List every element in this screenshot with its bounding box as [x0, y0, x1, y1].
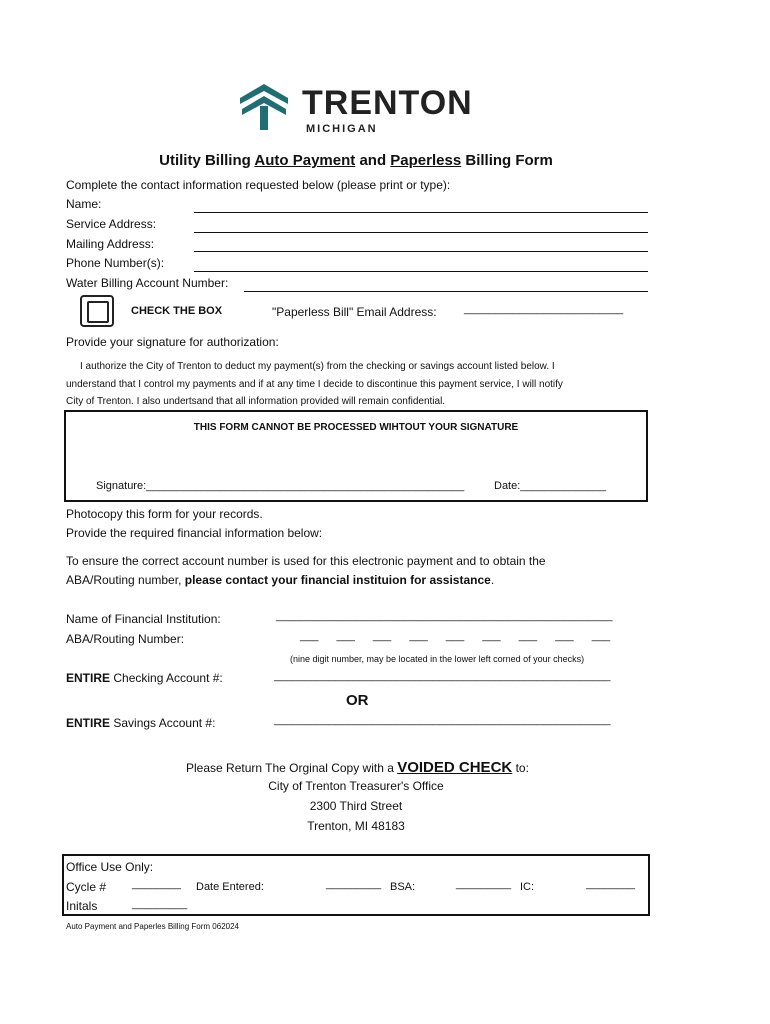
cycle-label: Cycle # [66, 880, 107, 894]
account-line[interactable] [244, 291, 648, 292]
date-entered-blank[interactable]: _________ [326, 878, 382, 890]
or-separator: OR [346, 692, 369, 709]
provide-financial-note: Provide the required financial information below: [66, 526, 323, 540]
phone-line[interactable] [194, 271, 648, 272]
title-part2: Auto Payment [254, 152, 356, 169]
return-suffix: to: [512, 761, 529, 775]
initals-blank[interactable]: _________ [132, 898, 188, 910]
routing-label: ABA/Routing Number: [66, 632, 185, 646]
date-field[interactable]: Date:______________ [494, 480, 606, 492]
voided-check: VOIDED CHECK [397, 759, 513, 776]
bsa-blank[interactable]: _________ [456, 878, 512, 890]
checking-blank[interactable]: _______________________________________________________ [274, 670, 611, 682]
ensure-line2-bold: please contact your financial instituion for assistance [184, 573, 491, 587]
logo-name: TRENTON [302, 84, 473, 122]
service-address-line[interactable] [194, 232, 648, 233]
authorization-line1: I authorize the City of Trenton to deduct my payment(s) from the checking or savings account listed below. I [80, 361, 555, 372]
authorization-line3: City of Trenton. I also undertsand that all information provided will remain confidential. [66, 396, 446, 407]
tree-icon [236, 82, 292, 134]
routing-hint: (nine digit number, may be located in the lower left corned of your checks) [290, 654, 585, 664]
bsa-label: BSA: [390, 881, 416, 893]
signature-field[interactable]: Signature:____________________________________________________ [96, 480, 465, 492]
savings-text: Savings Account #: [110, 716, 216, 730]
authorization-heading: Provide your signature for authorization: [66, 335, 279, 349]
email-blank[interactable]: __________________________ [464, 303, 624, 315]
institution-label: Name of Financial Institution: [66, 612, 221, 626]
authorization-line2: understand that I control my payments and if at any time I decide to discontinue this payment service, I will notify [66, 379, 563, 390]
title-part4: Paperless [390, 152, 462, 169]
cycle-blank[interactable]: ________ [132, 878, 181, 890]
form-title [0, 152, 712, 169]
return-city: Trenton, MI 48183 [307, 819, 405, 833]
initals-label: Initals [66, 899, 98, 913]
title-part1: Utility Billing [159, 152, 255, 169]
check-the-box-label: CHECK THE BOX [131, 305, 223, 317]
savings-label [66, 716, 215, 730]
ic-label: IC: [520, 881, 535, 893]
photocopy-note: Photocopy this form for your records. [66, 507, 263, 521]
paperless-checkbox[interactable] [80, 295, 114, 327]
checking-bold: ENTIRE [66, 671, 111, 685]
savings-bold: ENTIRE [66, 716, 111, 730]
return-street: 2300 Third Street [309, 799, 403, 813]
title-part3: and [355, 152, 391, 169]
signature-box [64, 410, 648, 502]
checking-text: Checking Account #: [110, 671, 223, 685]
name-label: Name: [66, 197, 102, 211]
phone-label: Phone Number(s): [66, 256, 165, 270]
signature-warning: THIS FORM CANNOT BE PROCESSED WIHTOUT YOUR SIGNATURE [193, 422, 519, 433]
return-prefix: Please Return The Orginal Copy with a [186, 761, 398, 775]
ensure-line2-plain: ABA/Routing number, [66, 573, 185, 587]
mailing-address-line[interactable] [194, 251, 648, 252]
return-line [186, 759, 529, 776]
logo-sub: MICHIGAN [306, 123, 378, 135]
trenton-logo [236, 80, 476, 140]
contact-intro: Complete the contact information requested below (please print or type): [66, 178, 451, 192]
checking-label [66, 671, 223, 685]
office-use-heading: Office Use Only: [66, 860, 154, 874]
ensure-line2 [66, 573, 494, 587]
ensure-line2-end: . [490, 573, 495, 587]
ic-blank[interactable]: ________ [586, 878, 635, 890]
mailing-address-label: Mailing Address: [66, 237, 155, 251]
footer-note: Auto Payment and Paperles Billing Form 062024 [66, 922, 239, 931]
email-label: "Paperless Bill" Email Address: [272, 305, 437, 319]
service-address-label: Service Address: [66, 217, 157, 231]
office-use-box [62, 854, 650, 916]
return-office: City of Trenton Treasurer's Office [268, 779, 444, 793]
ensure-line1: To ensure the correct account number is used for this electronic payment and to obtain the [66, 554, 546, 568]
routing-blank[interactable]: ___ ___ ___ ___ ___ ___ ___ ___ ___ [300, 630, 611, 642]
institution-blank[interactable]: _______________________________________________________ [276, 610, 613, 622]
title-part5: Billing Form [461, 152, 553, 169]
date-entered-label: Date Entered: [196, 881, 264, 893]
savings-blank[interactable]: _______________________________________________________ [274, 714, 611, 726]
account-label: Water Billing Account Number: [66, 276, 229, 290]
name-line[interactable] [194, 212, 648, 213]
